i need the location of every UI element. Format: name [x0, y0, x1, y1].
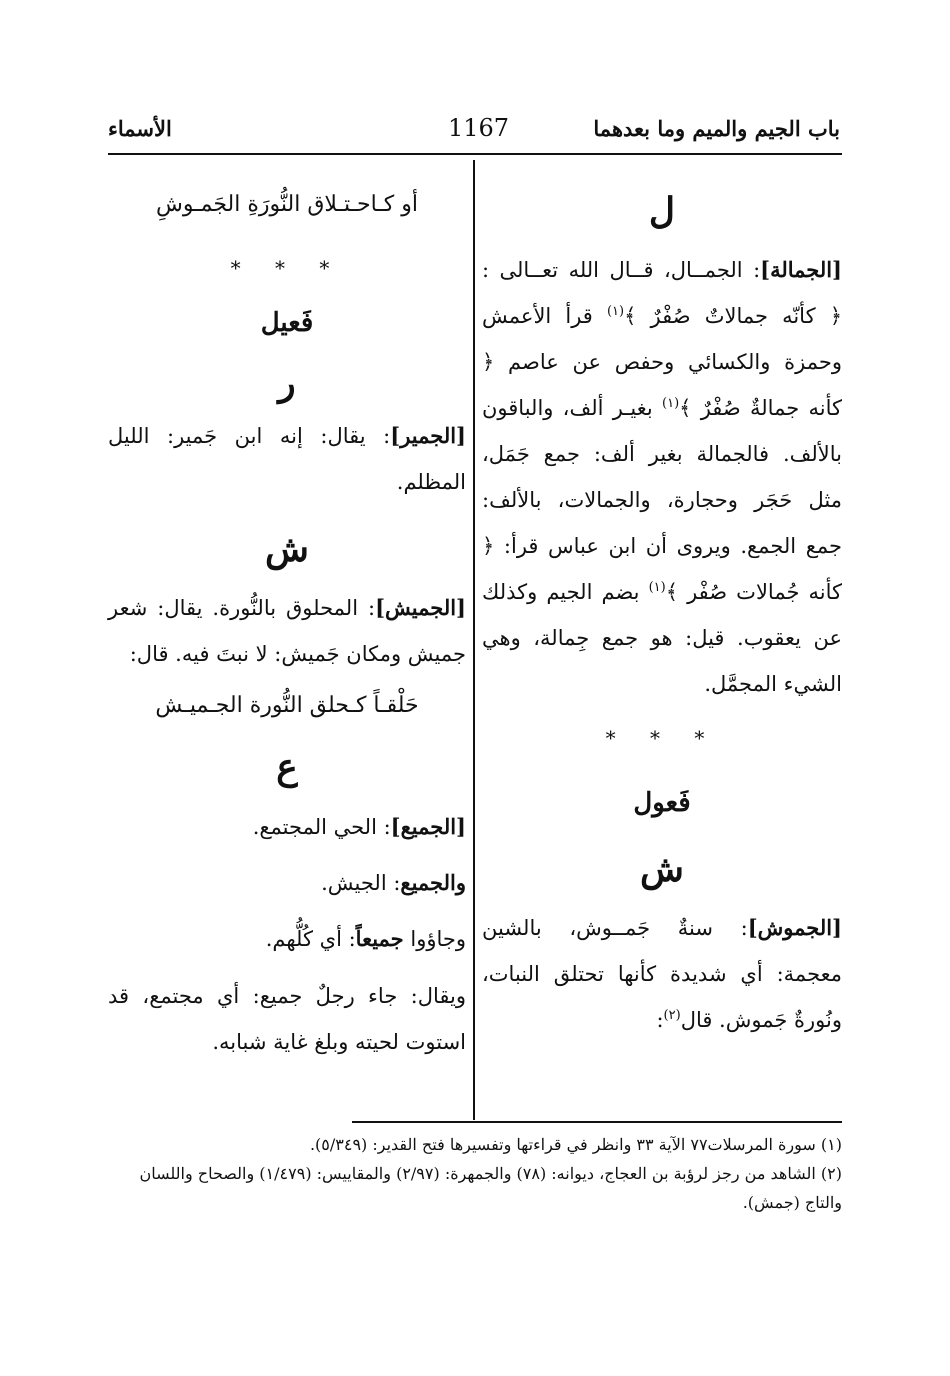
- entry-text: : الحي المجتمع.: [252, 815, 391, 839]
- quran-quote: ﴿ كأنه جُمالات صُفْر ﴾: [482, 534, 842, 604]
- pattern-heading-fail: فَعيل: [260, 308, 314, 338]
- letter-heading-ayn: ع: [276, 746, 298, 788]
- quran-quote: ﴿ كأنّه جمالاتٌ صُفْرٌ ﴾: [624, 304, 842, 328]
- headword-jamir: [الجمير]: [390, 423, 466, 448]
- letter-heading-ra: ر: [278, 362, 296, 404]
- right-column: [482, 175, 842, 1043]
- keyword: جميعاً: [355, 926, 404, 951]
- entry-text: : أي كُلُّهم.: [265, 927, 356, 951]
- footnote-ref: (٢): [663, 1008, 681, 1023]
- entry-text: قرأ الأعمش وحمزة والكسائي وحفص عن عاصم: [482, 304, 842, 374]
- entry-jamish: [108, 585, 466, 677]
- entry-text: : يقال: إنه ابن جَمير: الليل المظلم.: [108, 424, 466, 494]
- headword-jamish: [الجميش]: [375, 595, 466, 620]
- entry-text: بضم الجيم وكذلك عن يعقوب. قيل: هو جمع جِمالة، وهي الشيء المجمَّل.: [482, 580, 842, 696]
- footnote-ref: (١): [648, 580, 666, 595]
- entry-jami-army: [108, 855, 466, 911]
- entry-jami-all: [108, 911, 466, 967]
- letter-heading-shin: ش: [265, 528, 309, 570]
- header-rule: [108, 153, 842, 155]
- headword-jimala: [الجمالة]: [760, 257, 842, 282]
- entry-text: بغيـر ألف، والباقون بالألف. فالجمالة بغير ألف: جمع جَمَل، مثل حَجَر وحجارة، والجمالات، بالألف: جمع الجمع. ويروى أن ابن عباس قرأ:: [482, 396, 842, 558]
- entry-jami: [108, 799, 466, 855]
- section-title: الأسماء: [108, 116, 172, 141]
- column-divider: [473, 160, 475, 1120]
- entry-jamush: [482, 905, 842, 1043]
- entry-jami-man: ويقال: جاء رجلٌ جميع: أي مجتمع، قد استوت لحيته وبلغ غاية شبابه.: [108, 984, 466, 1054]
- footnote-1: (١) سورة المرسلات٧٧ الآية ٣٣ وانظر في قراءتها وتفسيرها فتح القدير: (٥/٣٤٩).: [309, 1135, 842, 1154]
- footnote-ref: (١): [662, 396, 680, 411]
- entry-text: : الجمــال، قــال الله تعــالى :: [482, 258, 761, 282]
- footnotes: [108, 1130, 842, 1217]
- headword-jami: [الجميع]: [390, 814, 466, 839]
- poetry-verse: أو كـاحـتـلاق النُّورَةِ الجَمـوشِ: [155, 192, 419, 217]
- section-separator: * * *: [605, 726, 719, 750]
- chapter-title: باب الجيم والميم وما بعدهما: [593, 116, 840, 141]
- section-separator: * * *: [230, 256, 344, 280]
- headword-jamush: [الجموش]: [747, 915, 842, 940]
- entry-text: : الجيش.: [321, 871, 401, 895]
- pattern-heading-fauul: فَعول: [633, 788, 691, 818]
- footnote-2: (٢) الشاهد من رجز لرؤبة بن العجاج، ديوانه: (٧٨) والجمهرة: (٢/٩٧) والمقاييس: (١/٤٧٩) والصحاح واللسان والتاج (جمش).: [139, 1164, 842, 1212]
- entry-jimala: [482, 247, 842, 707]
- entry-text: :: [656, 1008, 664, 1032]
- entry-jamir: [108, 413, 466, 505]
- entry-text: : المحلوق بالنُّورة. يقال: شعر جميش ومكان جَميش: لا نبتَ فيه. قال:: [108, 596, 466, 666]
- letter-heading-lam: ل: [648, 190, 676, 232]
- entry-text: : سنةٌ جَمــوش، بالشين معجمة: أي شديدة كأنها تحتلق النبات، ونُورةٌ جَموش. قال: [482, 916, 842, 1032]
- letter-heading-shin: ش: [640, 848, 684, 890]
- page-number: 1167: [448, 114, 510, 142]
- page-header: [108, 112, 840, 152]
- entry-text: وجاؤوا: [410, 927, 466, 951]
- quran-quote: ﴿ كأنه جمالةٌ صُفْرٌ ﴾: [482, 350, 842, 420]
- footnote-ref: (١): [606, 304, 625, 319]
- footnote-rule: [352, 1121, 842, 1123]
- keyword: والجميع: [400, 870, 466, 895]
- left-column: [108, 175, 466, 1065]
- poetry-verse: حَلْقـاً كـحلق النُّورة الجـميـش: [155, 693, 419, 718]
